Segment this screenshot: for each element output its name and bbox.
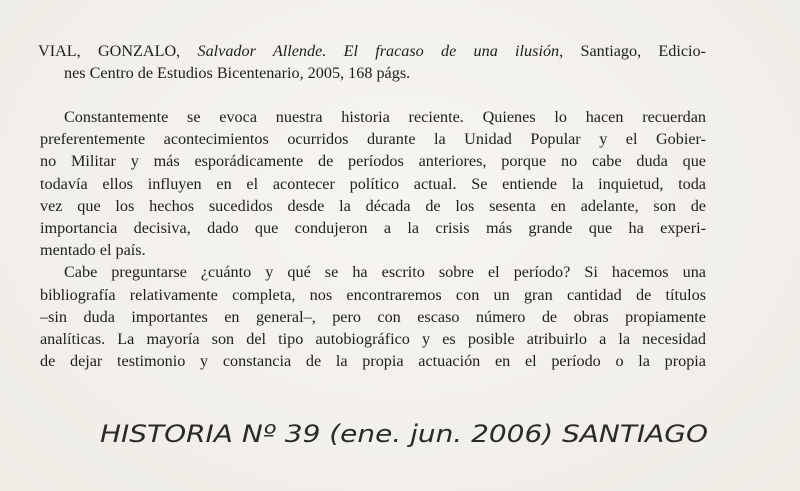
text-line: mentado el país.	[40, 241, 146, 260]
paragraph-1	[40, 106, 706, 261]
reference-line-2: nes Centro de Estudios Bicentenario, 2005, 168 págs.	[64, 64, 411, 82]
text-line: Cabe preguntarse ¿cuánto y qué se ha escrito sobre el período? Si hacemos una	[64, 263, 706, 282]
paragraph-2	[40, 261, 706, 372]
reference-author: VIAL, GONZALO,	[38, 42, 181, 60]
text-line: de dejar testimonio y constancia de la propia actuación en el período o la propia	[40, 352, 706, 371]
handwritten-annotation	[100, 402, 720, 462]
text-line: todavía ellos influyen en el acontecer político actual. Se entiende la inquietud, toda	[40, 174, 706, 193]
reference-publisher-start: Santiago, Edicio-	[580, 42, 707, 60]
text-line: importancia decisiva, dado que condujeron a la crisis más grande que ha experi-	[40, 219, 706, 238]
reference-line-1	[38, 40, 706, 62]
handwritten-note: HISTORIA Nº 39 (ene. jun. 2006) SANTIAGO	[100, 420, 708, 448]
reference-title: Salvador Allende. El fracaso de una ilusión,	[197, 42, 564, 60]
text-line: vez que los hechos sucedidos desde la década de los sesenta en adelante, son de	[40, 196, 706, 215]
text-line: analíticas. La mayoría son del tipo autobiográfico y es posible atribuirlo a la necesidad	[40, 330, 706, 349]
review-body	[40, 106, 706, 372]
text-line: preferentemente acontecimientos ocurridos durante la Unidad Popular y el Gobier-	[40, 130, 706, 149]
text-line: no Militar y más esporádicamente de períodos anteriores, porque no cabe duda que	[40, 152, 706, 171]
text-line: –sin duda importantes en general–, pero con escaso número de obras propiamente	[40, 307, 706, 326]
text-line: bibliografía relativamente completa, nos encontraremos con un gran cantidad de títulos	[40, 285, 706, 304]
text-line: Constantemente se evoca nuestra historia reciente. Quienes lo hacen recuerdan	[64, 108, 706, 126]
book-reference	[38, 40, 706, 84]
